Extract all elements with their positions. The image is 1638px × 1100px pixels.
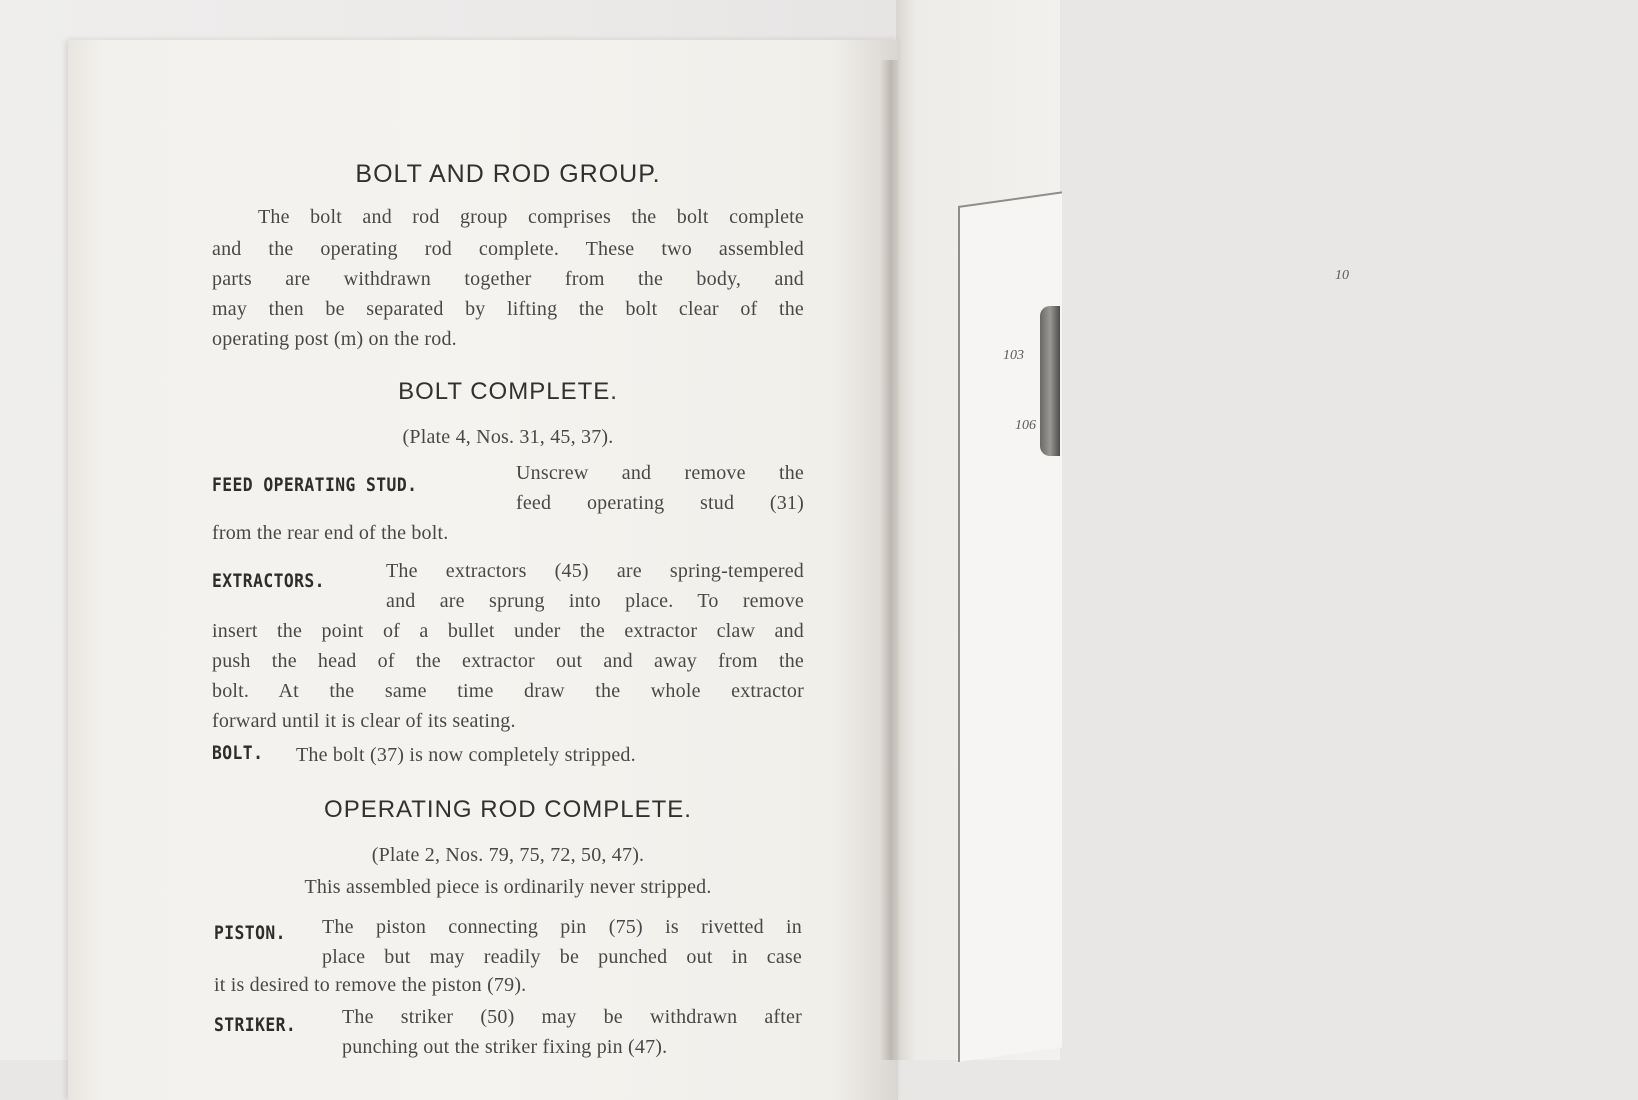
paragraph-line: and the operating rod complete. These two assembled xyxy=(212,238,804,260)
paragraph-line: operating post (m) on the rod. xyxy=(212,328,457,350)
paragraph-line: and are sprung into place. To remove xyxy=(386,590,804,612)
plate-reference: (Plate 2, Nos. 79, 75, 72, 50, 47). xyxy=(371,844,645,866)
paragraph-line: forward until it is clear of its seating. xyxy=(212,710,516,732)
plate-label: 106 xyxy=(1015,418,1036,433)
paragraph-line: Unscrew and remove the xyxy=(516,462,804,484)
subsection-title: OPERATING ROD COMPLETE. xyxy=(324,796,692,823)
paragraph-line: The striker (50) may be withdrawn after xyxy=(342,1006,802,1028)
paragraph-line: push the head of the extractor out and away from the xyxy=(212,650,804,672)
paragraph-line: punching out the striker fixing pin (47). xyxy=(342,1036,668,1058)
paragraph-line: The extractors (45) are spring-tempered xyxy=(386,560,804,582)
paragraph-line: The bolt (37) is now completely stripped. xyxy=(296,744,636,766)
book-gutter xyxy=(880,60,898,1060)
paragraph-line: This assembled piece is ordinarily never stripped. xyxy=(304,876,712,898)
paragraph-line: bolt. At the same time draw the whole extractor xyxy=(212,680,804,702)
plate-part-drawing xyxy=(1040,306,1060,456)
paragraph-line: place but may readily be punched out in case xyxy=(322,946,802,968)
paragraph-line: The piston connecting pin (75) is rivetted in xyxy=(322,916,802,938)
side-heading: FEED OPERATING STUD. xyxy=(212,474,418,496)
side-heading: EXTRACTORS. xyxy=(212,570,325,592)
paragraph-line: from the rear end of the bolt. xyxy=(212,522,449,544)
side-heading: STRIKER. xyxy=(214,1014,297,1036)
side-heading: PISTON. xyxy=(214,922,286,944)
side-heading: BOLT. xyxy=(212,742,264,764)
paragraph-line: The bolt and rod group comprises the bolt complete xyxy=(258,206,804,228)
plate-reference: (Plate 4, Nos. 31, 45, 37). xyxy=(402,426,614,448)
plate-label: 10 xyxy=(1335,268,1349,283)
paragraph-line: it is desired to remove the piston (79). xyxy=(214,974,527,996)
paragraph-line: feed operating stud (31) xyxy=(516,492,804,514)
paragraph-line: insert the point of a bullet under the extractor claw and xyxy=(212,620,804,642)
paragraph-line: parts are withdrawn together from the body, and xyxy=(212,268,804,290)
subsection-title: BOLT COMPLETE. xyxy=(398,378,618,405)
paragraph-line: may then be separated by lifting the bolt clear of the xyxy=(212,298,804,320)
section-title: BOLT AND ROD GROUP. xyxy=(355,160,661,188)
plate-label: 103 xyxy=(1003,348,1024,363)
